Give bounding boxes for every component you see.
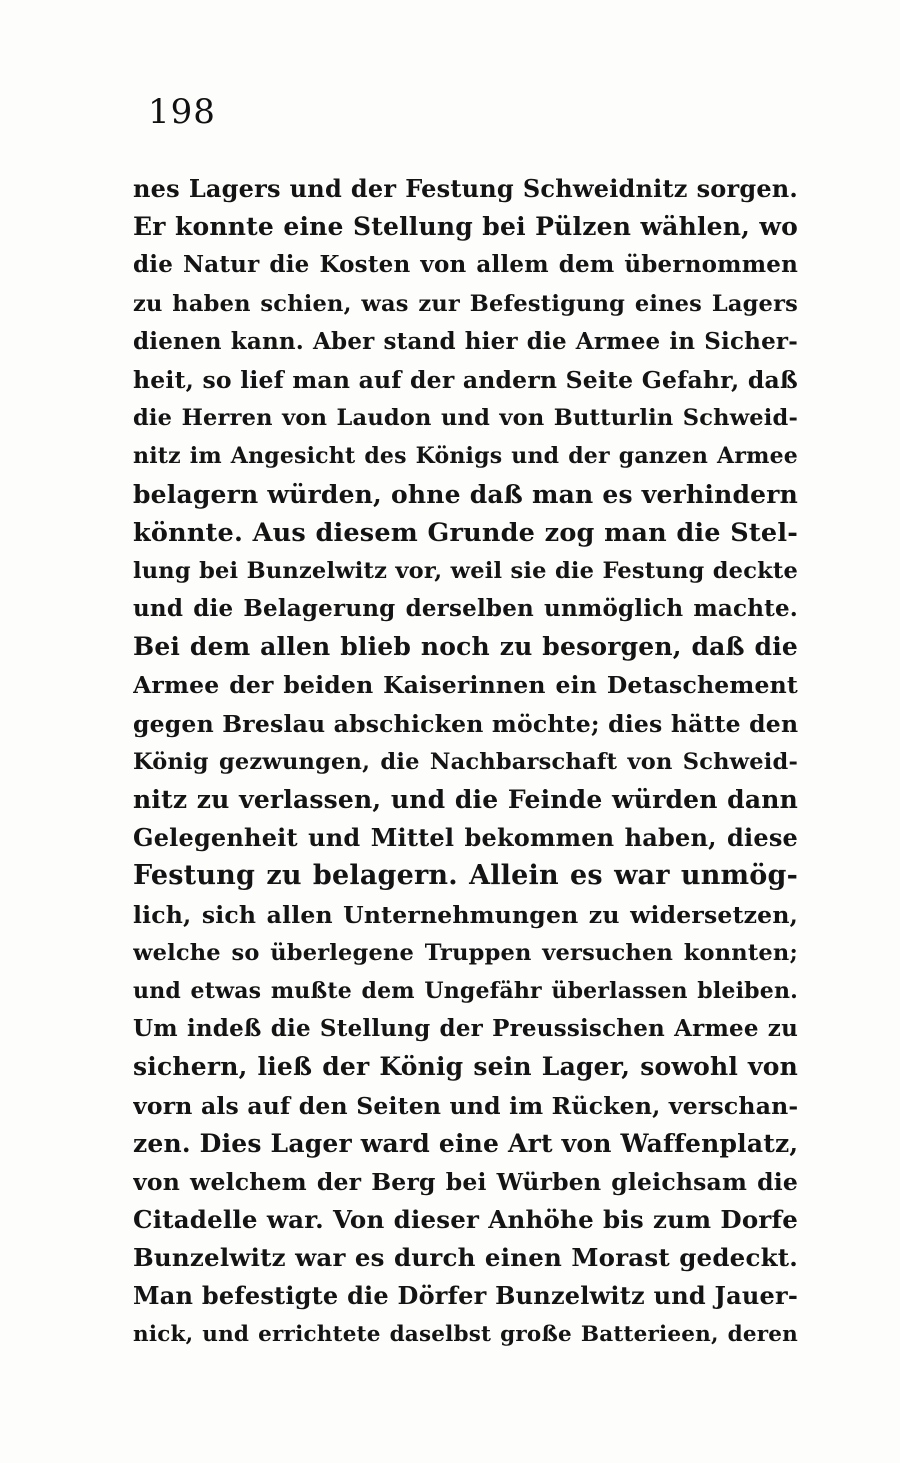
- text-line: Festung zu belagern. Allein es war unmög-: [133, 860, 798, 892]
- text-line: Gelegenheit und Mittel bekommen haben, diese: [133, 823, 798, 853]
- text-line: lich, sich allen Unternehmungen zu widersetzen,: [133, 900, 798, 929]
- text-line: Armee der beiden Kaiserinnen ein Detaschement: [133, 671, 798, 700]
- body-text: [133, 170, 798, 1354]
- text-line: vorn als auf den Seiten und im Rücken, verschan-: [133, 1091, 798, 1120]
- text-line: Bunzelwitz war es durch einen Morast gedeckt.: [133, 1243, 798, 1273]
- text-line: die Natur die Kosten von allem dem übernommen: [133, 251, 798, 279]
- text-line: belagern würden, ohne daß man es verhindern: [133, 479, 798, 509]
- text-line: gegen Breslau abschicken möchte; dies hätte den: [133, 709, 798, 738]
- text-line: König gezwungen, die Nachbarschaft von Schweid-: [133, 748, 798, 775]
- text-line: Bei dem allen blieb noch zu besorgen, daß die: [133, 632, 798, 662]
- text-line: nes Lagers und der Festung Schweidnitz sorgen.: [133, 174, 798, 203]
- text-line: und etwas mußte dem Ungefähr überlassen bleiben.: [133, 977, 798, 1004]
- text-line: Citadelle war. Von dieser Anhöhe bis zum Dorfe: [133, 1205, 798, 1235]
- text-line: nick, und errichtete daselbst große Batterieen, deren: [133, 1321, 798, 1347]
- text-line: dienen kann. Aber stand hier die Armee in Sicher-: [133, 327, 798, 355]
- text-line: zen. Dies Lager ward eine Art von Waffenplatz,: [133, 1128, 798, 1158]
- text-line: Man befestigte die Dörfer Bunzelwitz und Jauer-: [133, 1281, 798, 1311]
- text-line: von welchem der Berg bei Würben gleichsam die: [133, 1167, 798, 1196]
- page-number: 198: [148, 92, 216, 132]
- text-line: zu haben schien, was zur Befestigung eines Lagers: [133, 290, 798, 317]
- text-line: nitz zu verlassen, und die Feinde würden dann: [133, 785, 798, 814]
- text-line: heit, so lief man auf der andern Seite Gefahr, daß: [133, 365, 798, 394]
- text-line: könnte. Aus diesem Grunde zog man die Stel-: [133, 517, 798, 548]
- text-line: die Herren von Laudon und von Butturlin Schweid-: [133, 405, 798, 432]
- text-line: Um indeß die Stellung der Preussischen Armee zu: [133, 1015, 798, 1043]
- text-line: und die Belagerung derselben unmöglich machte.: [133, 595, 798, 623]
- text-line: lung bei Bunzelwitz vor, weil sie die Festung deckte: [133, 557, 798, 584]
- text-line: nitz im Angesicht des Königs und der ganzen Armee: [133, 443, 798, 470]
- text-line: sichern, ließ der König sein Lager, sowohl von: [133, 1052, 798, 1082]
- text-line: welche so überlegene Truppen versuchen konnten;: [133, 939, 798, 966]
- text-line: Er konnte eine Stellung bei Pülzen wählen, wo: [133, 212, 798, 242]
